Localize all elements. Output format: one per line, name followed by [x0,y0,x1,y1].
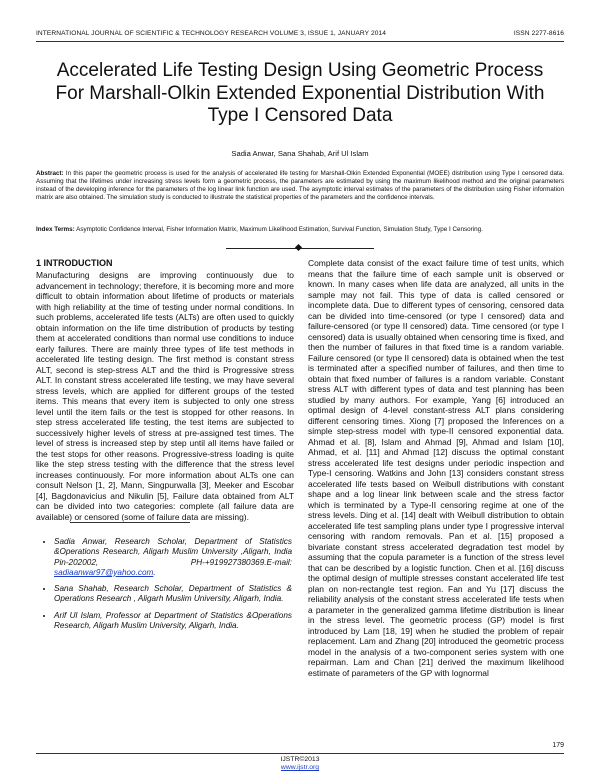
journal-name: INTERNATIONAL JOURNAL OF SCIENTIFIC & TECHNOLOGY RESEARCH VOLUME 3, ISSUE 1, JANUARY 2014 [36,30,387,37]
footnote-rule [70,522,190,523]
author-list: Sadia Anwar, Sana Shahab, Arif Ul Islam [231,149,369,158]
author-footnotes [36,537,292,637]
page-footer [0,756,600,772]
footnote-item [54,584,292,605]
footnote-tail: . [153,567,156,577]
intro-paragraph-left: Manufacturing designs are improving continuously due to advancement in technology; therefore, it is becoming more and more difficult to obtain information about lifetime of products or materials with high reliability at the time of testing under normal conditions. In such problems, accelerated life tests (ALTs) are often used to quickly obtain information on the life time distribution of products by testing them at accelerated conditions than normal use conditions to induce early failures. There are mainly three types of life test methods in accelerated life testing design. The first method is constant stress ALT, second is step-stress ALT and the third is Progressive stress ALT. In constant stress accelerated life testing, we may have several stress levels, which are applied for different groups of the tested items. This means that every item is subjected to only one stress level until the item fails or the test is stopped for other reasons. In step stress accelerated life testing, the test items are subjected to successively higher levels of stress at pre-assigned test times. The level of stress is increased step by step until all items have failed or the test stops for other reasons. Progressive-stress loading is quite like the step stress testing with the difference that the stress level increases continuously. For more information about ALTs one can consult Nelson [1, 2], Mann, Singpurwalla [3], Meeker and Escobar [4], Bagdonavicius and Nikulin [5], Failure data obtained from ALT can be divided into two categories: complete (all failure data are available) or censored (some of failure data are missing). [36,270,294,522]
paper-title: Accelerated Life Testing Design Using Geometric Process For Marshall-Olkin Extended Exponential Distribution With Type I Censored Data [55,60,545,126]
issn: ISSN 2277-8616 [513,30,564,37]
page-number: 179 [552,742,564,749]
footnote-text: Arif Ul Islam, Professor at Department of Statistics &Operations Research, Aligarh Muslim University, Aligarh, India. [54,610,292,631]
left-column [36,258,294,522]
footnote-item [54,611,292,632]
section-heading-introduction: 1 INTRODUCTION [36,258,113,268]
footnote-text: Sana Shahab, Research Scholar, Department of Statistics & Operations Research , Aligarh Muslim University, Aligarh, India. [54,584,292,604]
footnote-item [54,537,292,578]
header-rule [36,41,564,42]
footer-rule [36,753,564,754]
right-column [308,258,564,678]
index-terms-text: Asymptotic Confidence Interval, Fisher Information Matrix, Maximum Likelihood Estimation, Survival Function, Simulation Study, Type I Censoring. [74,226,483,233]
journal-header [36,30,564,37]
footnote-text: Sadia Anwar, Research Scholar, Department of Statistics &Operations Research, Aligarh Muslim University ,Aligarh, India Pin-202002, PH-+919927380369.E-mail: [54,537,292,567]
section-divider [226,245,374,251]
abstract-label: Abstract: [36,170,64,177]
footer-code: IJSTR©2013 [280,756,320,763]
intro-paragraph-right: Complete data consist of the exact failure time of test units, which means that the failure time of each sample unit is observed or known. In many cases when life data are analyzed, all units in the sample may not fail. This type of data is called censored or incomplete data. Due to different types of censoring, censored data can be divided into time-censored (or type I censored) data and failure-censored (or type II censored) data. Time censored (or type I censored) data is usually obtained when censoring time is fixed, and then the number of failures in that fixed time is a random variable. Failure censored (or type II censored) data is obtained when the test is terminated after a specified number of failures, and then time to obtain that fixed number of failures is a random variable. Constant stress ALT with different types of data and test planning has been studied by many authors. For example, Yang [6] introduced an optimal design of 4-level constant-stress ALT plans considering different censoring times. Xiong [7] proposed the Inferences on a simple step-stress model with type-II censored exponential data. Ahmad et al. [8], Islam and Ahmad [9], Ahmad and Islam [10], Ahmad, et al. [11] and Ahmad [12] discuss the optimal constant stress accelerated life test designs under periodic inspection and Type-I censoring. Watkins and John [13] considers constant stress accelerated life tests based on Weibull distributions with constant shape and a log linear link between scale and the stress factor which is terminated by a Type-II censoring regime at one of the stress levels. Ding et al. [14] dealt with Weibull distribution to obtain accelerated life test sampling plans under type I progressive interval censoring with random removals. Pan et al. [15] proposed a bivariate constant stress accelerated degradation test model by assuming that the copula parameter is a function of the stress level that can be described by a logistic function. Chen et al. [16] discuss the optimal design of multiple stresses constant accelerated life test plan on non-rectangle test region. Fan and Yu [17] discuss the reliability analysis of the constant stress accelerated life tests when a parameter in the generalized gamma lifetime distribution is linear in the stress level. The geometric process (GP) model is first introduced by Lam [18, 19] when he studied the problem of repair replacement. Lam and Zhang [20] introduced the geometric process model in the analysis of a two-component series system with one repairman. Lam and Chan [21] derived the maximum likelihood estimate of parameters of the GP with lognormal [308,258,564,678]
email-link[interactable]: sadiaanwar97@yahoo.com [54,567,154,577]
index-terms [36,226,564,234]
journal-url-link[interactable]: www.ijstr.org [280,764,320,771]
diamond-icon [295,244,302,251]
abstract [36,170,564,202]
abstract-text: In this paper the geometric process is used for the analysis of accelerated life testing for Marshall-Olkin Extended Exponential (MOEE) distribution using Type I censored data. Assuming that the lifetimes under increasing stress levels form a geometric process, the parameters are estimated by using the maximum likelihood method and the original parameters instead of the developing inference for the parameters of the log linear link function are used. The asymptotic interval estimates of the parameters of the distribution using Fisher information matrix are also obtained. The simulation study is conducted to illustrate the statistical properties of the parameters and the confidence intervals. [36,170,564,201]
index-terms-label: Index Terms: [36,226,75,233]
